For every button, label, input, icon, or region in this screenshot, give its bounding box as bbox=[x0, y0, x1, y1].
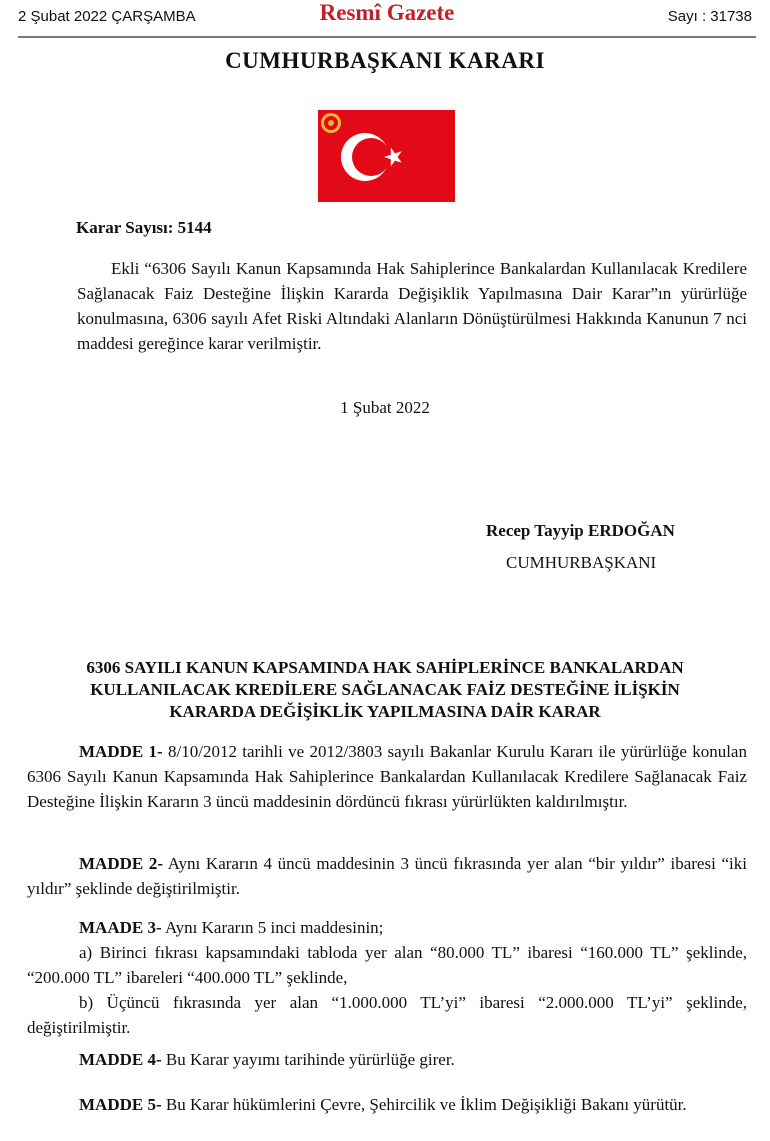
decree-heading: CUMHURBAŞKANI KARARI bbox=[225, 48, 545, 73]
article-text: Aynı Kararın 5 inci maddesinin; bbox=[161, 918, 384, 937]
article-text: Bu Karar hükümlerini Çevre, Şehircilik ve İklim Değişikliği Bakanı yürütür. bbox=[161, 1095, 687, 1114]
annex-title-line: 6306 SAYILI KANUN KAPSAMINDA HAK SAHİPLERİNCE BANKALARDAN bbox=[86, 658, 684, 677]
publication-date: 2 Şubat 2022 ÇARŞAMBA bbox=[18, 8, 196, 25]
decision-date: 1 Şubat 2022 bbox=[340, 398, 430, 417]
annex-title-line: KULLANILACAK KREDİLERE SAĞLANACAK FAİZ DESTEĞİNE İLİŞKİN bbox=[90, 680, 680, 699]
gazette-title: Resmî Gazete bbox=[319, 0, 455, 25]
signatory-title: CUMHURBAŞKANI bbox=[506, 553, 657, 572]
gazette-header bbox=[18, 0, 756, 38]
intro-paragraph: Ekli “6306 Sayılı Kanun Kapsamında Hak Sahiplerince Bankalardan Kullanılacak Kredilere Sağlanacak Faiz Desteğine İlişkin Kararda Değişiklik Yapılmasına Dair Karar”ın yürürlüğe konulmasına, 6306 sayılı Afet Riski Altındaki Alanların Dönüştürülmesi Hakkında Kanunun 7 nci maddesi gereğince karar verilmiştir. bbox=[77, 259, 747, 353]
article-4 bbox=[27, 1047, 747, 1072]
article-5 bbox=[27, 1092, 747, 1117]
decree-number: Karar Sayısı: 5144 bbox=[76, 218, 212, 237]
signatory-name: Recep Tayyip ERDOĞAN bbox=[486, 521, 675, 540]
article-label: MADDE 4- bbox=[79, 1050, 162, 1069]
article-3-item-b: b) Üçüncü fıkrasında yer alan “1.000.000 TL’yi” ibaresi “2.000.000 TL’yi” şeklinde, değiştirilmiştir. bbox=[27, 993, 747, 1037]
article-3 bbox=[27, 915, 747, 940]
article-label: MADDE 5- bbox=[79, 1095, 162, 1114]
annex-title bbox=[30, 657, 740, 723]
article-text: Aynı Kararın 4 üncü maddesinin 3 üncü fıkrasında yer alan “bir yıldır” ibaresi “iki yıldır” şeklinde değiştirilmiştir. bbox=[27, 854, 747, 898]
article-2 bbox=[27, 851, 747, 901]
annex-title-line: KARARDA DEĞİŞİKLİK YAPILMASINA DAİR KARAR bbox=[169, 702, 601, 721]
article-1 bbox=[27, 739, 747, 814]
issue-number: Sayı : 31738 bbox=[667, 8, 752, 25]
turkish-flag-icon bbox=[318, 110, 455, 202]
article-3-item-a: a) Birinci fıkrası kapsamındaki tabloda yer alan “80.000 TL” ibaresi “160.000 TL” şeklinde, “200.000 TL” ibareleri “400.000 TL” şeklinde, bbox=[27, 943, 747, 987]
article-label: MADDE 2- bbox=[79, 854, 164, 873]
article-text: Bu Karar yayımı tarihinde yürürlüğe girer. bbox=[161, 1050, 455, 1069]
article-label: MADDE 1- bbox=[79, 742, 163, 761]
article-text: 8/10/2012 tarihli ve 2012/3803 sayılı Bakanlar Kurulu Kararı ile yürürlüğe konulan 6306 Sayılı Kanun Kapsamında Hak Sahiplerince Bankalardan Kullanılacak Kredilere Sağlanacak Faiz Desteğine İlişkin Kararın 3 üncü maddesinin dördüncü fıkrası yürürlükten kaldırılmıştır. bbox=[27, 742, 747, 811]
article-label: MAADE 3- bbox=[79, 918, 162, 937]
presidential-seal-icon bbox=[321, 113, 341, 133]
